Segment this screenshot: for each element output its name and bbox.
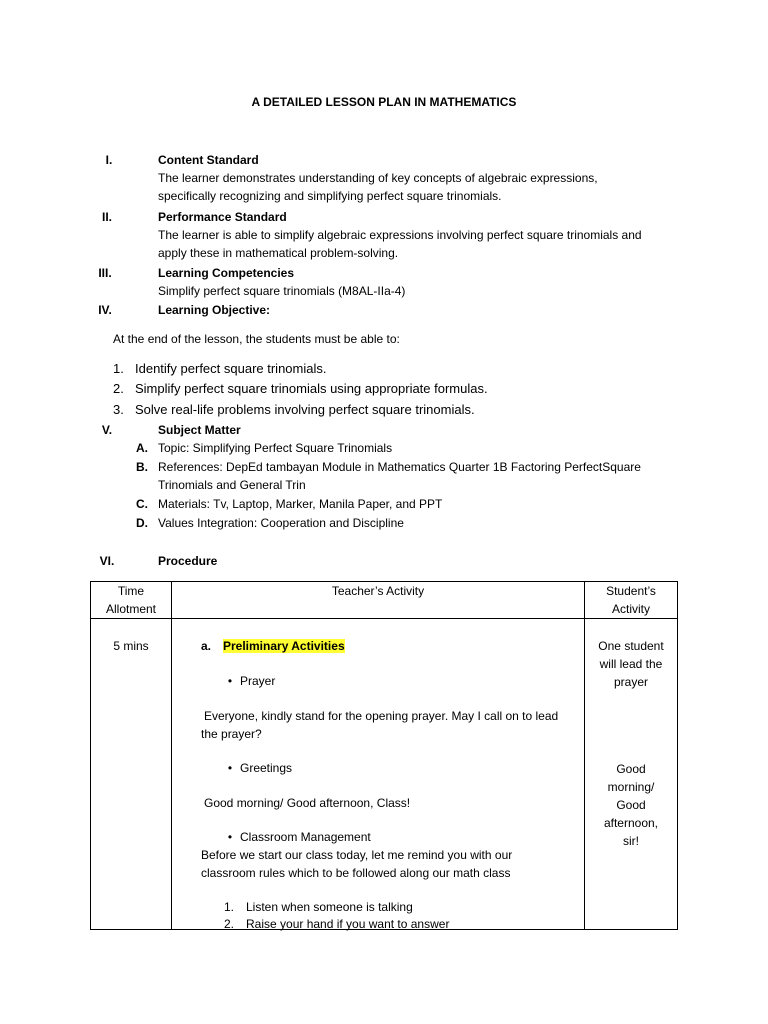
section-heading: Content Standard: [158, 153, 259, 167]
section-heading: Learning Competencies: [158, 266, 295, 280]
section-numeral: II.: [101, 210, 112, 224]
subject-text: Values Integration: Cooperation and Discipline: [158, 516, 404, 530]
paragraph-line: the prayer?: [201, 727, 262, 741]
bullet-item: [220, 759, 292, 777]
bullet-label: Classroom Management: [240, 830, 371, 844]
subject-text: Materials: Tv, Laptop, Marker, Manila Paper, and PPT: [158, 497, 443, 511]
bullet-icon: •: [227, 761, 233, 775]
subject-item: [136, 439, 392, 457]
list-item: [113, 379, 488, 399]
student-greeting-response: [585, 760, 677, 850]
header-line: Time: [117, 584, 145, 598]
response-line: prayer: [613, 675, 648, 689]
rule-number: 2.: [224, 917, 235, 931]
teacher-activity: [172, 619, 584, 929]
subject-text: References: DepEd tambayan Module in Mathematics Quarter 1B Factoring PerfectSquare: [158, 460, 641, 474]
time-cell: [91, 619, 172, 930]
header-line: Student’s: [606, 584, 656, 598]
section-heading: Subject Matter: [158, 423, 241, 437]
bullet-item: [220, 828, 371, 846]
list-text: Identify perfect square trinomials.: [135, 361, 327, 376]
section-text-line: Simplify perfect square trinomials (M8AL-IIa-4): [158, 284, 406, 298]
section-numeral: III.: [98, 266, 112, 280]
bullet-label: Prayer: [240, 674, 276, 688]
header-line: Activity: [611, 602, 650, 616]
subject-letter: A.: [136, 441, 148, 455]
section-numeral: VI.: [99, 554, 115, 568]
header-line: Teacher’s Activity: [331, 584, 425, 598]
subject-text: Topic: Simplifying Perfect Square Trinomials: [158, 441, 393, 455]
subject-text-continued: Trinomials and General Trin: [158, 478, 306, 492]
section-heading: Learning Objective:: [158, 303, 271, 317]
response-line: morning/: [607, 780, 655, 794]
document-title: A DETAILED LESSON PLAN IN MATHEMATICS: [251, 95, 517, 109]
bullet-icon: •: [227, 674, 233, 688]
section-numeral: IV.: [98, 303, 112, 317]
table-row: [91, 619, 678, 930]
section-text-line: The learner demonstrates understanding of key concepts of algebraic expressions,: [158, 171, 598, 185]
subject-item: [136, 495, 442, 513]
subject-item: [136, 458, 641, 476]
response-line: will lead the: [599, 657, 663, 671]
response-line: afternoon,: [603, 816, 659, 830]
list-number: 2.: [113, 381, 124, 396]
rule-text: Listen when someone is talking: [246, 900, 413, 914]
activity-section-heading: [201, 637, 345, 655]
response-line: sir!: [623, 834, 639, 848]
rule-number: 1.: [224, 900, 235, 914]
header-teacher: [172, 582, 585, 619]
subject-letter: B.: [136, 460, 148, 474]
rule-item: [224, 915, 449, 933]
paragraph-line: Before we start our class today, let me remind you with our: [201, 848, 513, 862]
list-number: 1.: [113, 361, 124, 376]
list-text: Simplify perfect square trinomials using appropriate formulas.: [135, 381, 488, 396]
header-student: [585, 582, 678, 619]
section-numeral: I.: [105, 153, 113, 167]
rule-item: [224, 898, 413, 916]
paragraph-line: Everyone, kindly stand for the opening prayer. May I call on to lead: [204, 709, 559, 723]
bullet-item: [220, 672, 275, 690]
rule-text: Raise your hand if you want to answer: [246, 917, 450, 931]
section-text-line: specifically recognizing and simplifying perfect square trinomials.: [158, 189, 502, 203]
subject-letter: D.: [136, 516, 148, 530]
objective-intro: At the end of the lesson, the students must be able to:: [113, 332, 400, 346]
procedure-table: [90, 581, 678, 930]
student-cell: [585, 619, 678, 930]
bullet-icon: •: [227, 830, 233, 844]
paragraph-line: Good morning/ Good afternoon, Class!: [204, 796, 411, 810]
paragraph-line: classroom rules which to be followed along our math class: [201, 866, 511, 880]
section-numeral: V.: [101, 423, 113, 437]
section-heading: Procedure: [158, 554, 218, 568]
student-prayer-response: [585, 637, 677, 691]
bullet-label: Greetings: [240, 761, 293, 775]
list-text: Solve real-life problems involving perfect square trinomials.: [135, 402, 475, 417]
header-time: [91, 582, 172, 619]
teacher-cell: [172, 619, 585, 930]
list-item: [113, 359, 326, 379]
highlighted-title: Preliminary Activities: [223, 639, 345, 653]
subject-letter: C.: [136, 497, 148, 511]
time-value: 5 mins: [113, 639, 149, 653]
activity-letter: a.: [201, 639, 212, 653]
table-header-row: [91, 582, 678, 619]
section-text-line: The learner is able to simplify algebraic expressions involving perfect square trinomials and: [158, 228, 642, 242]
section-heading: Performance Standard: [158, 210, 287, 224]
subject-item: [136, 514, 404, 532]
list-number: 3.: [113, 402, 124, 417]
section-text-line: apply these in mathematical problem-solving.: [158, 246, 399, 260]
list-item: [113, 400, 475, 420]
response-line: One student: [598, 639, 664, 653]
response-line: Good: [616, 762, 646, 776]
header-line: Allotment: [105, 602, 157, 616]
response-line: Good: [616, 798, 646, 812]
